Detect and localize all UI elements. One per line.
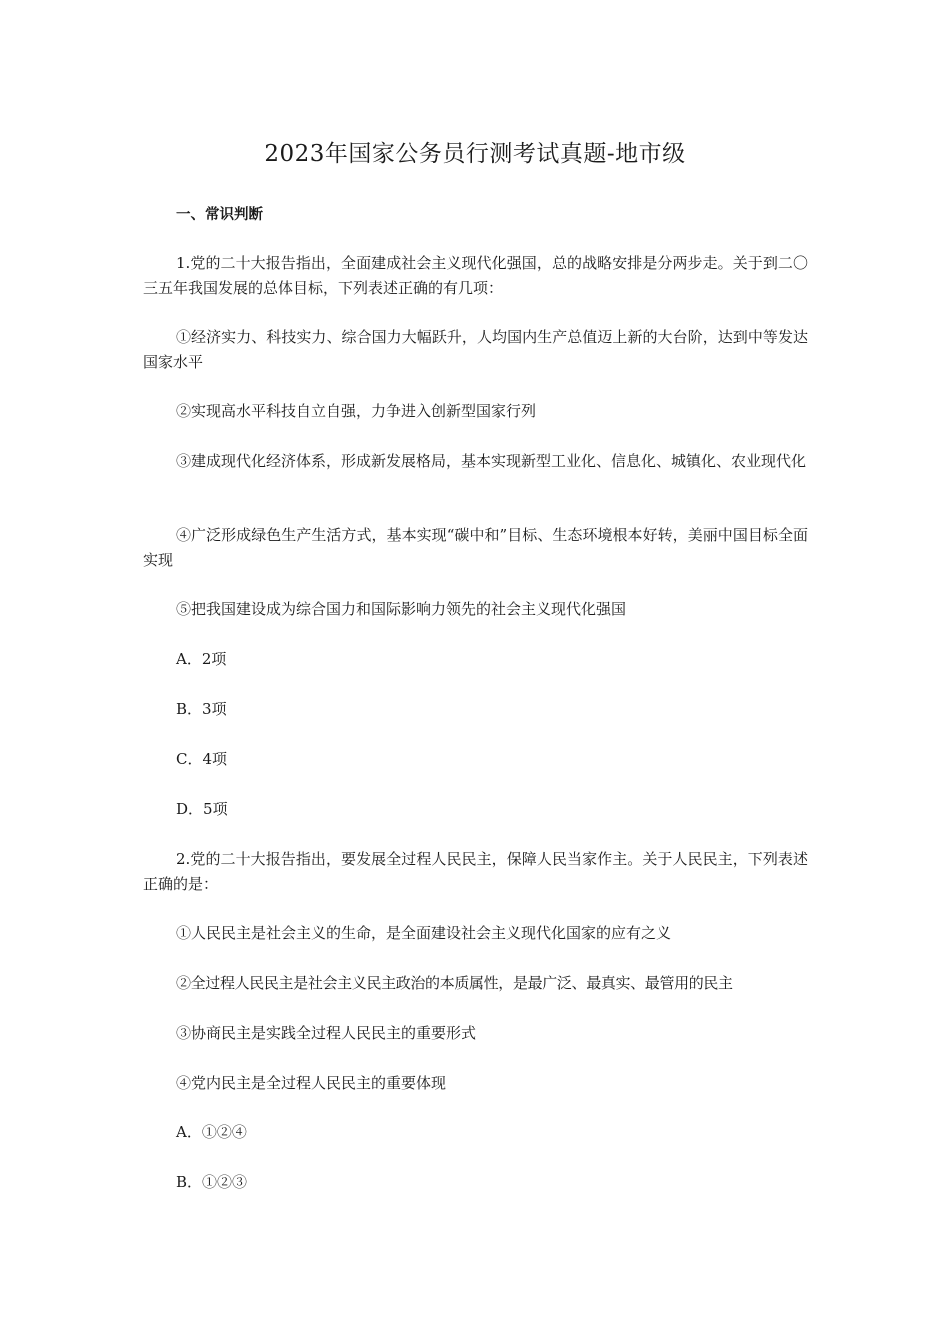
question-1-statement-3: ③建成现代化经济体系，形成新发展格局，基本实现新型工业化、信息化、城镇化、农业现代化: [176, 452, 807, 470]
question-1-option-a: A．2项: [176, 650, 227, 668]
question-2-stem: 2.党的二十大报告指出，要发展全过程人民民主，保障人民当家作主。关于人民民主，下列表述正确的是：: [143, 850, 808, 893]
question-1-stem: 1.党的二十大报告指出，全面建成社会主义现代化强国，总的战略安排是分两步走。关于到二〇三五年我国发展的总体目标，下列表述正确的有几项：: [143, 254, 808, 297]
question-2-statement-4: ④党内民主是全过程人民民主的重要体现: [176, 1074, 447, 1092]
question-2-statement-3: ③协商民主是实践全过程人民民主的重要形式: [176, 1024, 477, 1042]
question-1-statement-2: ②实现高水平科技自立自强，力争进入创新型国家行列: [176, 402, 537, 420]
question-2-statement-1: ①人民民主是社会主义的生命，是全面建设社会主义现代化国家的应有之义: [176, 924, 672, 942]
question-1-option-d: D．5项: [176, 800, 228, 818]
question-1-option-b: B．3项: [176, 700, 227, 718]
section-heading: 一、常识判断: [176, 207, 263, 223]
question-1-statement-5: ⑤把我国建设成为综合国力和国际影响力领先的社会主义现代化强国: [176, 600, 627, 618]
question-1-option-c: C．4项: [176, 750, 228, 768]
question-2-option-b: B．①②③: [176, 1173, 248, 1191]
question-1-statement-4: ④广泛形成绿色生产生活方式，基本实现“碳中和”目标、生态环境根本好转，美丽中国目标全面实现: [143, 526, 808, 569]
document-title: 2023年国家公务员行测考试真题-地市级: [264, 141, 686, 167]
question-1-statement-1: ①经济实力、科技实力、综合国力大幅跃升，人均国内生产总值迈上新的大台阶，达到中等发达国家水平: [143, 328, 808, 371]
question-2-option-a: A．①②④: [176, 1123, 247, 1141]
question-2-statement-2: ②全过程人民民主是社会主义民主政治的本质属性，是最广泛、最真实、最管用的民主: [176, 974, 733, 992]
